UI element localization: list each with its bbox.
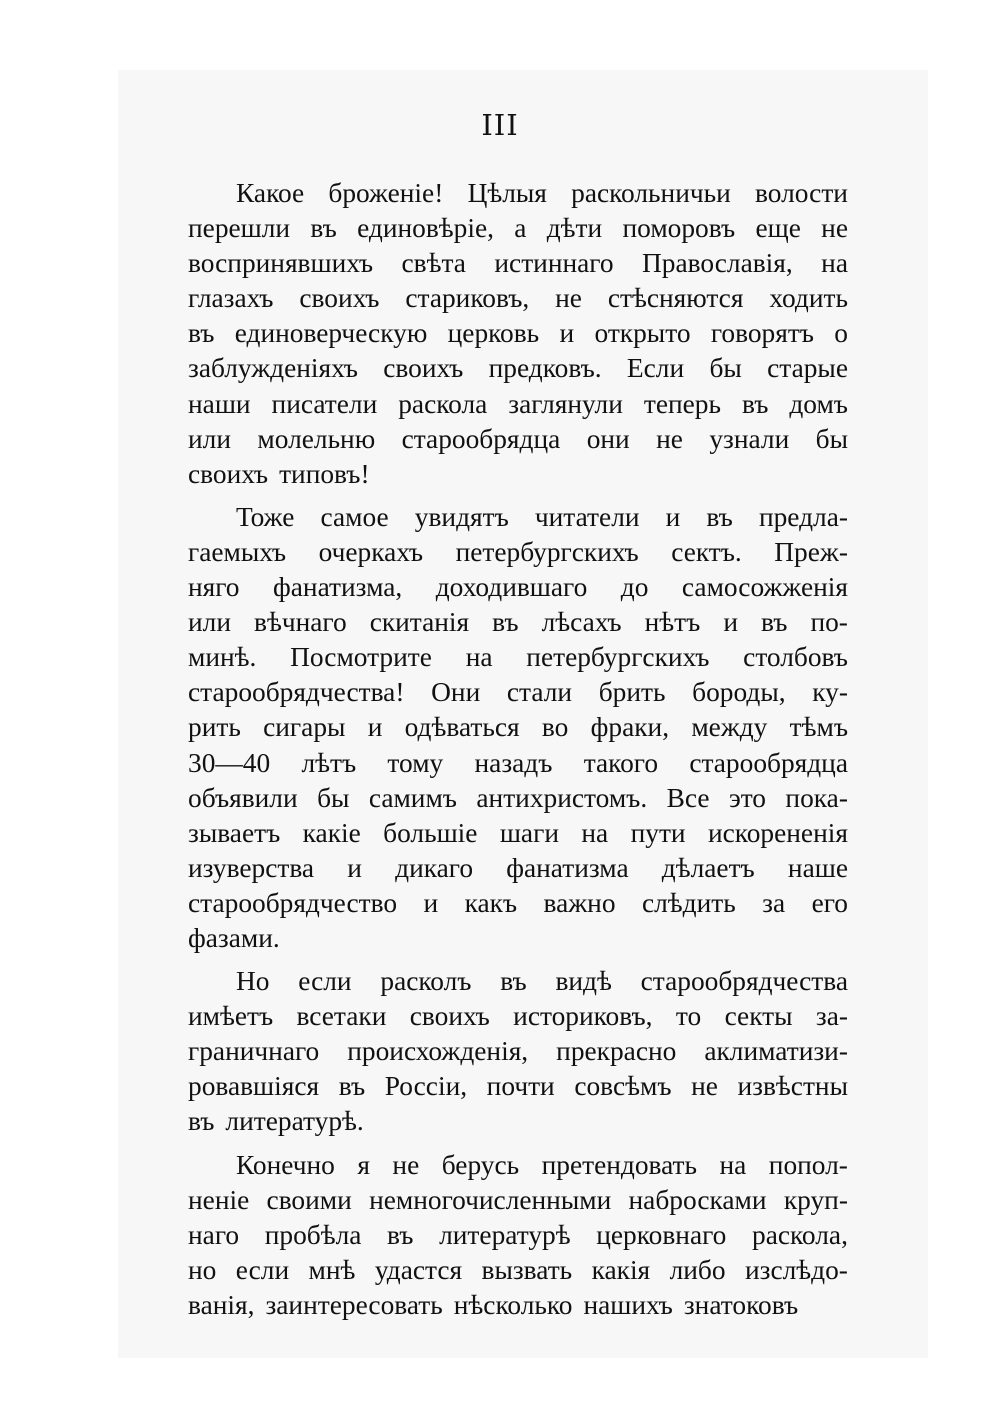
text-line — [188, 640, 848, 675]
text-line — [188, 176, 848, 211]
word: ванія, — [188, 1289, 255, 1320]
word: во — [541, 712, 569, 743]
word: перешли — [188, 213, 291, 244]
word: скитанія — [369, 607, 470, 638]
word: нѣсколько — [453, 1289, 573, 1320]
word: пока- — [785, 782, 848, 813]
word: Православія, — [641, 248, 793, 279]
word: Если — [626, 353, 685, 384]
word: теперь — [643, 388, 721, 419]
word: своихъ — [299, 283, 380, 314]
word: самимъ — [368, 782, 457, 813]
word: нашихъ — [583, 1289, 673, 1320]
word: его — [811, 887, 848, 918]
word: за — [762, 887, 786, 918]
word: раскола, — [752, 1219, 848, 1250]
paragraph — [188, 964, 848, 1139]
word: слѣдить — [641, 887, 736, 918]
word: но — [188, 1254, 217, 1285]
word: расколъ — [380, 966, 472, 997]
word: наши — [188, 388, 251, 419]
word: типовъ! — [279, 458, 370, 489]
word: 30—40 — [188, 747, 271, 778]
word: знатоковъ — [683, 1289, 799, 1320]
word: имѣетъ — [188, 1001, 274, 1032]
word: на — [719, 1149, 747, 1180]
paragraph — [188, 500, 848, 956]
word: петербургскихъ — [526, 642, 710, 673]
word: открыто — [594, 318, 691, 349]
word: вѣчнаго — [254, 607, 347, 638]
word: столбовъ — [743, 642, 848, 673]
word: въ — [338, 1071, 366, 1102]
word: Но — [236, 966, 270, 997]
word: искорененія — [707, 817, 848, 848]
word: почти — [486, 1071, 555, 1102]
word: по- — [810, 607, 848, 638]
paragraph-gap — [188, 492, 848, 500]
word: они — [586, 423, 630, 454]
word: говорятъ — [710, 318, 814, 349]
word: старообрядчество — [188, 887, 398, 918]
word: ровавшіяся — [188, 1071, 320, 1102]
word: старообрядца — [401, 423, 561, 454]
word: до — [620, 572, 649, 603]
word: изслѣдо- — [744, 1254, 848, 1285]
word: старообрядчества — [640, 966, 848, 997]
word: сектъ. — [671, 536, 742, 567]
word: или — [188, 423, 231, 454]
word: удастся — [374, 1254, 463, 1285]
word: петербургскихъ — [455, 536, 639, 567]
word: важно — [543, 887, 616, 918]
word: я — [357, 1149, 370, 1180]
word: Они — [431, 677, 481, 708]
word: узнали — [709, 423, 790, 454]
word: своихъ — [383, 353, 464, 384]
text-line — [188, 1069, 848, 1104]
word: наго — [188, 1219, 240, 1250]
word: минѣ. — [188, 642, 257, 673]
word: какіе — [302, 817, 361, 848]
text-line — [188, 1253, 848, 1288]
word: стали — [506, 677, 573, 708]
text-line — [188, 851, 848, 886]
word: въ — [188, 318, 215, 349]
word: дѣти — [546, 213, 603, 244]
word: аклиматизи- — [704, 1036, 848, 1067]
text-line — [188, 535, 848, 570]
word: своими — [266, 1184, 352, 1215]
word: не — [555, 283, 582, 314]
word: Россіи, — [384, 1071, 468, 1102]
word: если — [298, 966, 352, 997]
word: церковнаго — [596, 1219, 727, 1250]
word: раскола — [398, 388, 488, 419]
word: дѣлаетъ — [661, 852, 755, 883]
word: назадъ — [474, 747, 553, 778]
text-line — [188, 351, 848, 386]
word: не — [691, 1071, 718, 1102]
word: единоверческую — [234, 318, 428, 349]
word: объявили — [188, 782, 298, 813]
word: граничнаго — [188, 1036, 320, 1067]
word: истиннаго — [494, 248, 614, 279]
text-line — [188, 457, 848, 492]
word: воспринявшихъ — [188, 248, 374, 279]
word: въ — [741, 388, 769, 419]
word: секты — [724, 1001, 793, 1032]
word: литературѣ — [439, 1219, 571, 1250]
word: заглянули — [508, 388, 623, 419]
word: неніе — [188, 1184, 250, 1215]
paragraph — [188, 176, 848, 492]
word: фраки, — [590, 712, 670, 743]
text-line — [188, 422, 848, 457]
text-line — [188, 886, 848, 921]
word: бы — [815, 423, 848, 454]
word: немногочисленными — [369, 1184, 612, 1215]
word: такого — [583, 747, 659, 778]
word: рить — [188, 712, 241, 743]
text-line — [188, 781, 848, 816]
word: дикаго — [395, 852, 474, 883]
word: стариковъ, — [405, 283, 530, 314]
word: раскольничьи — [571, 178, 731, 208]
word: няго — [188, 572, 240, 603]
word: тому — [387, 747, 444, 778]
word: какія — [591, 1254, 651, 1285]
word: это — [728, 782, 766, 813]
word: въ — [310, 213, 337, 244]
word: прекрасно — [556, 1036, 677, 1067]
text-line — [188, 999, 848, 1034]
word: писатели — [271, 388, 378, 419]
word: увидятъ — [414, 501, 509, 532]
word: старообрядца — [689, 747, 848, 778]
word: не — [821, 213, 848, 244]
word: за- — [815, 1001, 848, 1032]
word: то — [675, 1001, 702, 1032]
word: изуверства — [188, 852, 315, 883]
word: и — [367, 712, 383, 743]
word: или — [188, 607, 231, 638]
word: доходившаго — [435, 572, 588, 603]
word: очеркахъ — [318, 536, 424, 567]
word: Посмотрите — [290, 642, 432, 673]
word: Тоже — [236, 501, 295, 532]
paragraph-gap — [188, 1140, 848, 1148]
text-line — [188, 316, 848, 351]
word: пробѣла — [264, 1219, 362, 1250]
word: и — [559, 318, 575, 349]
text-line — [188, 246, 848, 281]
word: либо — [669, 1254, 726, 1285]
word: лѣсахъ — [541, 607, 622, 638]
word: и — [723, 607, 738, 638]
text-line — [188, 281, 848, 316]
word: Преж- — [774, 536, 848, 567]
word: большіе — [383, 817, 478, 848]
word: литературѣ. — [225, 1106, 364, 1137]
word: не — [392, 1149, 420, 1180]
word: вызвать — [481, 1254, 573, 1285]
word: бороды, — [692, 677, 786, 708]
word: историковъ, — [513, 1001, 653, 1032]
word: претендовать — [541, 1149, 698, 1180]
word: на — [581, 817, 609, 848]
word: круп- — [783, 1184, 848, 1215]
word: происхожденія, — [347, 1036, 529, 1067]
word: мнѣ — [308, 1254, 356, 1285]
word: пути — [630, 817, 686, 848]
text-line — [188, 1104, 848, 1139]
word: не — [656, 423, 683, 454]
word: нѣтъ — [644, 607, 701, 638]
word: лѣтъ — [301, 747, 357, 778]
word: Какое — [236, 178, 305, 208]
word: шаги — [499, 817, 559, 848]
word: бы — [709, 353, 742, 384]
word: всетаки — [296, 1001, 387, 1032]
text-line — [188, 570, 848, 605]
text-line — [188, 921, 848, 956]
word: въ — [500, 966, 527, 997]
word: между — [691, 712, 768, 743]
word: фанатизма — [506, 852, 629, 883]
paragraph-gap — [188, 956, 848, 964]
word: а — [514, 213, 527, 244]
word: своихъ — [409, 1001, 490, 1032]
word: ку- — [812, 677, 848, 708]
word: въ — [188, 1106, 215, 1137]
body-text — [188, 176, 848, 1323]
word: въ — [492, 607, 519, 638]
word: единовѣріе, — [357, 213, 494, 244]
word: стѣсняются — [607, 283, 744, 314]
word: сигары — [263, 712, 346, 743]
word: зываетъ — [188, 817, 281, 848]
word: попол- — [768, 1149, 848, 1180]
word: о — [834, 318, 848, 349]
word: берусь — [441, 1149, 520, 1180]
text-line — [188, 605, 848, 640]
text-line — [188, 1148, 848, 1183]
word: и — [423, 887, 439, 918]
text-line — [188, 675, 848, 710]
text-line — [188, 746, 848, 781]
text-line — [188, 1034, 848, 1069]
word: брить — [598, 677, 666, 708]
word: Цѣлыя — [467, 178, 547, 208]
text-line — [188, 1288, 848, 1323]
word: видѣ — [555, 966, 612, 997]
word: и — [665, 501, 681, 532]
word: своихъ — [188, 458, 269, 489]
word: ходить — [769, 283, 848, 314]
word: въ — [387, 1219, 414, 1250]
word: Все — [666, 782, 710, 813]
word: если — [235, 1254, 290, 1285]
word: церковь — [447, 318, 540, 349]
word: совсѣмъ — [574, 1071, 672, 1102]
word: въ — [761, 607, 788, 638]
word: заблужденіяхъ — [188, 353, 358, 384]
word: предла- — [758, 501, 848, 532]
word: старые — [767, 353, 848, 384]
word: антихристомъ. — [476, 782, 648, 813]
paragraph — [188, 1148, 848, 1323]
text-line — [188, 211, 848, 246]
word: волости — [755, 178, 848, 208]
word: какъ — [464, 887, 518, 918]
word: старообрядчества! — [188, 677, 405, 708]
word: домъ — [789, 388, 848, 419]
word: самосожженія — [681, 572, 848, 603]
word: предковъ. — [488, 353, 602, 384]
word: на — [465, 642, 493, 673]
word: броженіе! — [328, 178, 444, 208]
word: гаемыхъ — [188, 536, 287, 567]
word: одѣваться — [404, 712, 520, 743]
word: набросками — [628, 1184, 767, 1215]
text-line — [188, 710, 848, 745]
word: фанатизма, — [273, 572, 403, 603]
text-line — [188, 964, 848, 999]
word: бы — [317, 782, 350, 813]
word: читатели — [534, 501, 640, 532]
text-line — [188, 387, 848, 422]
word: еще — [755, 213, 801, 244]
word: заинтересовать — [265, 1289, 443, 1320]
word: тѣмъ — [789, 712, 848, 743]
word: поморовъ — [622, 213, 736, 244]
word: на — [821, 248, 848, 279]
word: и — [347, 852, 362, 883]
word: наше — [787, 852, 848, 883]
text-line — [188, 1183, 848, 1218]
word: молельню — [257, 423, 376, 454]
word: Конечно — [236, 1149, 335, 1180]
word: самое — [320, 501, 389, 532]
page-number: III — [481, 108, 519, 142]
text-line — [188, 500, 848, 535]
word: въ — [706, 501, 733, 532]
word: глазахъ — [188, 283, 274, 314]
word: фазами. — [188, 922, 280, 953]
word: извѣстны — [737, 1071, 848, 1102]
word: свѣта — [401, 248, 466, 279]
text-line — [188, 816, 848, 851]
text-line — [188, 1218, 848, 1253]
